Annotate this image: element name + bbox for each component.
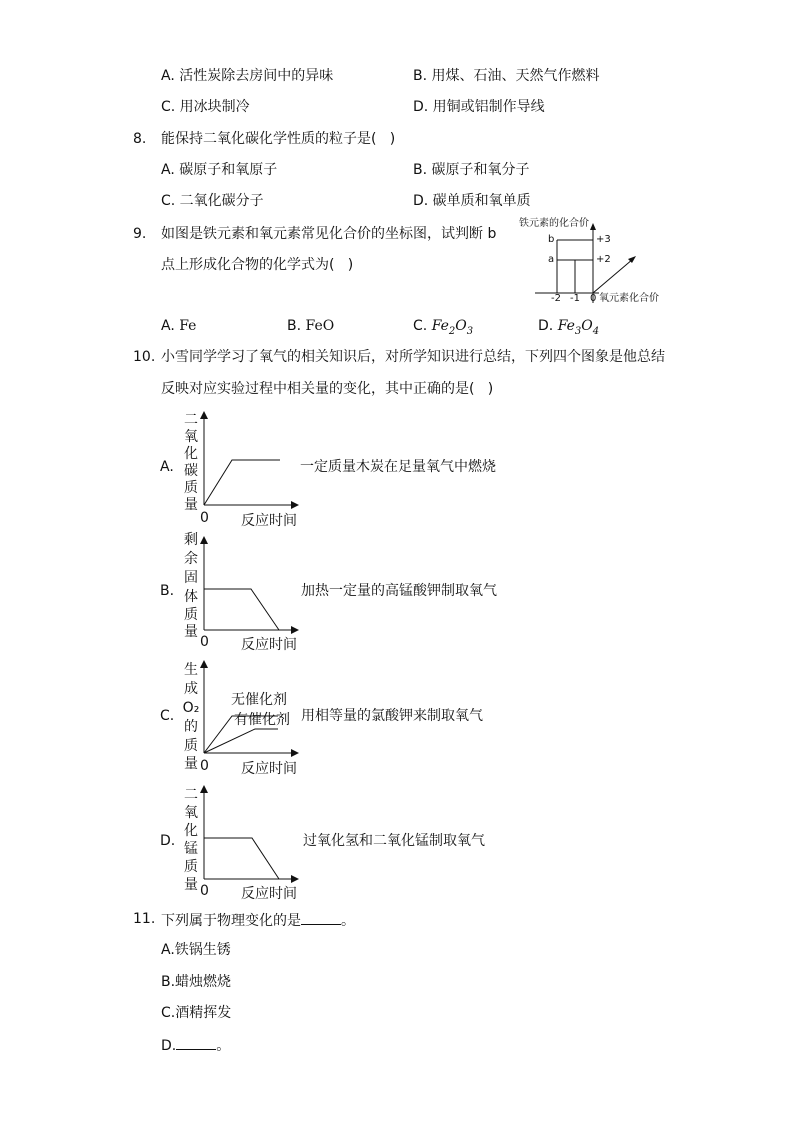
- graph-a-xlabel: 反应时间: [241, 513, 297, 529]
- q9-c-fe: Fe: [431, 318, 449, 334]
- graph-c-ylabel-4: 的: [184, 719, 198, 735]
- graph-d-ylabel-3: 化: [184, 823, 198, 839]
- graph-c: [160, 656, 520, 778]
- x-tick-minus2: -2: [551, 293, 561, 304]
- graph-d-ylabel-6: 量: [184, 877, 198, 893]
- point-b-label: b: [548, 234, 555, 245]
- q9-c-sub2: 3: [466, 325, 474, 337]
- graph-b-letter: B.: [160, 583, 175, 599]
- graph-d-origin: 0: [200, 883, 209, 899]
- graph-c-ylabel-6: 量: [184, 756, 198, 772]
- graph-c-curve-label-no-catalyst: 无催化剂: [231, 692, 287, 708]
- graph-b-description: 加热一定量的高锰酸钾制取氧气: [301, 583, 497, 599]
- graph-d-description: 过氧化氢和二氧化锰制取氧气: [303, 833, 485, 849]
- graph-d: [160, 780, 520, 902]
- graph-c-ylabel-5: 质: [184, 738, 198, 754]
- graph-d-xlabel: 反应时间: [241, 886, 297, 902]
- valence-coordinate-figure: [515, 215, 665, 310]
- q11-option-d: [161, 1035, 230, 1055]
- graph-c-ylabel-1: 生: [184, 662, 198, 678]
- q9-option-a-formula: Fe: [179, 318, 197, 334]
- graph-d-ylabel-2: 氧: [184, 805, 198, 821]
- q11-option-c: C.酒精挥发: [161, 1005, 232, 1021]
- q9-option-a-letter: A.: [161, 318, 175, 334]
- y-tick-plus2: +2: [596, 254, 611, 265]
- q11-option-a: A.铁锅生锈: [161, 942, 231, 958]
- y-tick-plus3: +3: [596, 234, 611, 245]
- q7-option-d: D. 用铜或铝制作导线: [413, 99, 545, 115]
- graph-a-ylabel-5: 质: [184, 480, 198, 496]
- q11-text-post: 。: [341, 913, 355, 929]
- graph-d-ylabel-5: 质: [184, 859, 198, 875]
- graph-c-description: 用相等量的氯酸钾来制取氧气: [301, 708, 483, 724]
- q11-text-pre: 下列属于物理变化的是: [161, 913, 301, 929]
- graph-a-ylabel-3: 化: [184, 446, 198, 462]
- q9-option-d-formula: [557, 318, 600, 337]
- q9-option-b-letter: B.: [287, 318, 302, 334]
- graph-c-origin: 0: [200, 758, 209, 774]
- q9-option-c: [413, 317, 473, 341]
- point-a-label: a: [548, 254, 555, 265]
- graph-a-ylabel-2: 氧: [184, 429, 198, 445]
- graph-d-letter: D.: [160, 833, 176, 849]
- graph-d-ylabel-1: 二: [184, 787, 198, 803]
- graph-c-xlabel: 反应时间: [241, 761, 297, 777]
- q11-option-d-post: 。: [216, 1038, 231, 1054]
- q10-number: 10.: [133, 349, 156, 365]
- q9-option-b: [287, 317, 334, 335]
- x-origin: 0: [590, 293, 597, 304]
- q8-text: 能保持二氧化碳化学性质的粒子是( ): [161, 131, 396, 147]
- q9-text-line1: 如图是铁元素和氧元素常见化合价的坐标图，试判断 b: [161, 226, 497, 242]
- graph-c-ylabel-2: 成: [184, 681, 198, 697]
- q8-number: 8.: [133, 131, 147, 147]
- q9-text-line2: 点上形成化合物的化学式为( ): [161, 257, 354, 273]
- graph-b-ylabel-5: 质: [184, 607, 198, 623]
- q8-option-c: C. 二氧化碳分子: [161, 193, 264, 209]
- q11-option-b: B.蜡烛燃烧: [161, 974, 232, 990]
- q7-option-c: C. 用冰块制冷: [161, 99, 250, 115]
- q11-option-d-blank[interactable]: [176, 1035, 216, 1050]
- graph-c-ylabel-3: O₂: [182, 700, 200, 716]
- graph-a-origin: 0: [200, 510, 209, 526]
- q11-answer-blank[interactable]: [301, 910, 341, 925]
- graph-c-letter: C.: [160, 708, 175, 724]
- q9-option-b-formula: FeO: [305, 318, 335, 334]
- graph-b: [160, 532, 520, 652]
- q9-option-c-letter: C.: [413, 318, 428, 334]
- graph-a-ylabel-1: 二: [184, 412, 198, 428]
- graph-d-ylabel-4: 锰: [184, 841, 198, 857]
- graph-a-ylabel-4: 碳: [184, 463, 198, 479]
- q8-option-b: B. 碳原子和氧分子: [413, 162, 530, 178]
- q9-d-sub2: 4: [592, 325, 600, 337]
- graph-a-letter: A.: [160, 459, 174, 475]
- graph-b-ylabel-2: 余: [184, 551, 198, 567]
- q9-d-sub1: 3: [574, 325, 582, 337]
- q9-option-c-formula: [431, 318, 474, 337]
- q11-text: [161, 910, 355, 930]
- x-tick-minus1: -1: [570, 293, 580, 304]
- q9-d-fe: Fe: [557, 318, 575, 334]
- q9-c-o: O: [455, 318, 467, 334]
- graph-b-origin: 0: [200, 634, 209, 650]
- q9-option-d: [538, 317, 599, 341]
- q11-number: 11.: [133, 911, 156, 927]
- graph-b-ylabel-1: 剩: [184, 532, 198, 548]
- graph-b-ylabel-6: 量: [184, 624, 198, 640]
- graph-c-curve-label-with-catalyst: 有催化剂: [234, 712, 290, 728]
- q9-d-o: O: [581, 318, 593, 334]
- graph-b-xlabel: 反应时间: [241, 637, 297, 653]
- q9-c-sub1: 2: [448, 325, 456, 337]
- q7-option-a: A. 活性炭除去房间中的异味: [161, 68, 334, 84]
- graph-a-description: 一定质量木炭在足量氧气中燃烧: [300, 459, 496, 475]
- q9-option-a: [161, 317, 196, 335]
- x-axis-label: 氧元素化合价: [599, 293, 659, 304]
- graph-a-ylabel-6: 量: [184, 497, 198, 513]
- q8-option-d: D. 碳单质和氧单质: [413, 193, 531, 209]
- graph-a: [160, 408, 520, 528]
- q10-text-line2: 反映对应实验过程中相关量的变化，其中正确的是( ): [161, 381, 494, 397]
- q7-option-b: B. 用煤、石油、天然气作燃料: [413, 68, 600, 84]
- q10-text-line1: 小雪同学学习了氧气的相关知识后，对所学知识进行总结，下列四个图象是他总结: [161, 349, 665, 365]
- q9-option-d-letter: D.: [538, 318, 554, 334]
- y-axis-label: 铁元素的化合价: [519, 218, 589, 229]
- q8-option-a: A. 碳原子和氧原子: [161, 162, 278, 178]
- q9-number: 9.: [133, 226, 147, 242]
- q11-option-d-letter: D.: [161, 1038, 177, 1054]
- graph-b-ylabel-3: 固: [184, 570, 198, 586]
- graph-b-ylabel-4: 体: [184, 589, 198, 605]
